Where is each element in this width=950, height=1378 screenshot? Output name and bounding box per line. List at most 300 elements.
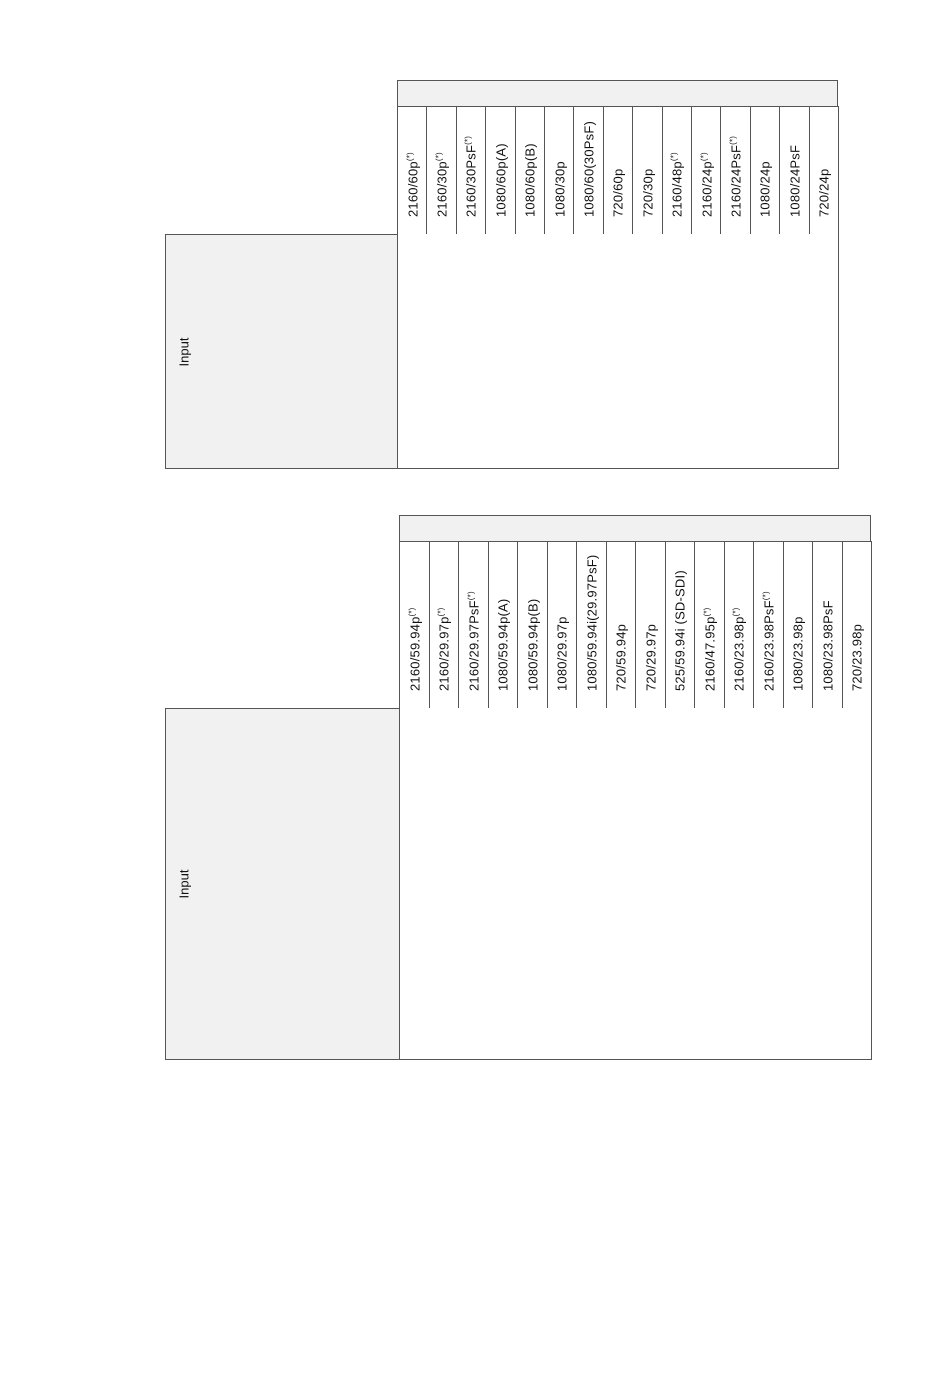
matrix-cell (753, 919, 784, 943)
matrix-cell (485, 445, 515, 469)
asterisk-note: (*) (761, 591, 771, 601)
matrix-cell (665, 848, 696, 872)
matrix-cell (779, 328, 809, 352)
column-header (665, 541, 696, 709)
matrix-cell (573, 257, 603, 281)
matrix-cell (606, 708, 637, 732)
row-label-cell (202, 755, 400, 779)
matrix-cell (517, 942, 548, 966)
matrix-cell (606, 848, 637, 872)
matrix-cell (488, 802, 519, 826)
matrix-cell (809, 445, 839, 469)
format-label: 2160/29.97p (436, 616, 452, 691)
matrix-cell (544, 445, 574, 469)
matrix-cell (517, 848, 548, 872)
column-header-label (788, 145, 801, 217)
matrix-cell (458, 872, 489, 896)
matrix-cell (779, 398, 809, 422)
matrix-cell (779, 351, 809, 375)
matrix-cell (783, 1036, 814, 1060)
matrix-cell (547, 731, 578, 755)
column-header (488, 541, 519, 709)
matrix-cell (842, 1036, 873, 1060)
matrix-cell (632, 304, 662, 328)
matrix-cell (397, 328, 427, 352)
matrix-cell (547, 872, 578, 896)
matrix-cell (724, 919, 755, 943)
matrix-cell (809, 421, 839, 445)
matrix-cell (456, 281, 486, 305)
matrix-cell (665, 919, 696, 943)
row-label-cell (202, 398, 398, 422)
matrix-cell (576, 802, 607, 826)
matrix-cell (515, 257, 545, 281)
matrix-cell (573, 304, 603, 328)
matrix-cell (573, 445, 603, 469)
matrix-cell (576, 1012, 607, 1036)
matrix-cell (397, 445, 427, 469)
format-label: 720/59.94p (613, 623, 629, 691)
matrix-cell (724, 778, 755, 802)
matrix-cell (809, 374, 839, 398)
matrix-cell (665, 825, 696, 849)
matrix-cell (603, 281, 633, 305)
matrix-cell (783, 731, 814, 755)
matrix-cell (547, 895, 578, 919)
matrix-cell (576, 965, 607, 989)
row-label-cell (202, 1012, 400, 1036)
matrix-cell (517, 895, 548, 919)
matrix-cell (724, 825, 755, 849)
matrix-cell (517, 919, 548, 943)
matrix-cell (783, 848, 814, 872)
column-header (753, 541, 784, 709)
row-label-cell (202, 731, 400, 755)
matrix-cell (426, 304, 456, 328)
matrix-cell (779, 281, 809, 305)
matrix-cell (515, 304, 545, 328)
matrix-cell (399, 989, 430, 1013)
column-header (720, 106, 750, 235)
matrix-cell (635, 895, 666, 919)
matrix-cell (488, 989, 519, 1013)
matrix-cell (606, 755, 637, 779)
column-header (547, 541, 578, 709)
matrix-cell (606, 919, 637, 943)
matrix-cell (809, 304, 839, 328)
matrix-cell (576, 1036, 607, 1060)
column-header-label (585, 555, 598, 691)
column-header-label (703, 607, 716, 691)
matrix-cell (458, 755, 489, 779)
row-label-cell (202, 919, 400, 943)
matrix-cell (632, 281, 662, 305)
matrix-cell (724, 895, 755, 919)
matrix-cell (842, 989, 873, 1013)
matrix-cell (606, 942, 637, 966)
matrix-cell (632, 421, 662, 445)
column-group-header (397, 80, 838, 107)
column-header-label (821, 600, 834, 691)
matrix-cell (724, 942, 755, 966)
row-label-cell (202, 895, 400, 919)
column-header-label (671, 152, 684, 217)
matrix-cell (724, 1012, 755, 1036)
matrix-cell (750, 257, 780, 281)
column-header-label (494, 143, 507, 217)
matrix-cell (458, 825, 489, 849)
column-header (809, 106, 839, 235)
matrix-cell (399, 1012, 430, 1036)
format-label: 1080/23.98PsF (820, 600, 836, 691)
matrix-cell (517, 755, 548, 779)
matrix-cell (812, 802, 843, 826)
matrix-cell (603, 328, 633, 352)
matrix-cell (694, 965, 725, 989)
matrix-cell (547, 848, 578, 872)
column-header-label (817, 169, 830, 217)
format-label: 1080/24PsF (787, 144, 803, 217)
matrix-cell (694, 802, 725, 826)
matrix-cell (573, 421, 603, 445)
matrix-cell (515, 374, 545, 398)
matrix-cell (485, 304, 515, 328)
matrix-cell (720, 234, 750, 258)
matrix-cell (576, 989, 607, 1013)
matrix-cell (842, 708, 873, 732)
matrix-cell (724, 755, 755, 779)
matrix-cell (488, 708, 519, 732)
matrix-cell (429, 848, 460, 872)
matrix-cell (603, 421, 633, 445)
matrix-cell (812, 731, 843, 755)
matrix-cell (783, 965, 814, 989)
matrix-cell (458, 965, 489, 989)
matrix-cell (606, 895, 637, 919)
matrix-cell (488, 778, 519, 802)
format-label: 1080/24p (757, 161, 773, 217)
matrix-cell (842, 895, 873, 919)
matrix-cell (724, 802, 755, 826)
matrix-cell (632, 398, 662, 422)
asterisk-note: (*) (407, 607, 417, 617)
column-header (632, 106, 662, 235)
matrix-cell (488, 872, 519, 896)
matrix-cell (397, 304, 427, 328)
matrix-cell (397, 398, 427, 422)
matrix-cell (517, 825, 548, 849)
matrix-cell (691, 398, 721, 422)
matrix-cell (399, 965, 430, 989)
matrix-cell (662, 398, 692, 422)
matrix-cell (665, 1036, 696, 1060)
matrix-cell (812, 778, 843, 802)
matrix-cell (573, 328, 603, 352)
matrix-cell (691, 281, 721, 305)
matrix-cell (750, 281, 780, 305)
matrix-cell (456, 328, 486, 352)
matrix-cell (485, 374, 515, 398)
format-label: 1080/29.97p (554, 616, 570, 691)
matrix-cell (842, 1012, 873, 1036)
matrix-cell (399, 778, 430, 802)
row-label-cell (202, 421, 398, 445)
row-label-cell (202, 374, 398, 398)
matrix-cell (750, 234, 780, 258)
matrix-cell (429, 942, 460, 966)
matrix-cell (694, 778, 725, 802)
matrix-cell (783, 989, 814, 1013)
matrix-cell (720, 328, 750, 352)
matrix-cell (724, 989, 755, 1013)
matrix-cell (691, 304, 721, 328)
format-label: 1080/60p(A) (493, 143, 509, 217)
matrix-cell (783, 755, 814, 779)
row-label-cell (202, 281, 398, 305)
matrix-cell (488, 895, 519, 919)
column-header-label (730, 136, 743, 217)
matrix-cell (606, 825, 637, 849)
matrix-cell (753, 825, 784, 849)
matrix-cell (488, 965, 519, 989)
matrix-cell (547, 778, 578, 802)
matrix-cell (842, 731, 873, 755)
matrix-cell (753, 802, 784, 826)
matrix-cell (665, 708, 696, 732)
matrix-cell (488, 731, 519, 755)
matrix-cell (544, 421, 574, 445)
matrix-cell (632, 328, 662, 352)
column-header (662, 106, 692, 235)
matrix-cell (753, 755, 784, 779)
matrix-cell (544, 398, 574, 422)
matrix-cell (517, 1036, 548, 1060)
asterisk-note: (*) (728, 135, 738, 145)
asterisk-note: (*) (463, 135, 473, 145)
matrix-cell (544, 234, 574, 258)
column-header-label (700, 152, 713, 217)
matrix-cell (662, 328, 692, 352)
matrix-cell (809, 281, 839, 305)
column-header (576, 541, 607, 709)
matrix-cell (783, 872, 814, 896)
format-label: 2160/48p (669, 161, 685, 217)
matrix-cell (694, 825, 725, 849)
matrix-cell (635, 802, 666, 826)
matrix-cell (603, 257, 633, 281)
column-header-label (733, 607, 746, 691)
matrix-cell (753, 872, 784, 896)
matrix-cell (691, 234, 721, 258)
matrix-cell (665, 965, 696, 989)
format-label: 1080/60p(B) (522, 143, 538, 217)
matrix-cell (576, 895, 607, 919)
matrix-cell (635, 755, 666, 779)
matrix-cell (724, 965, 755, 989)
matrix-cell (544, 328, 574, 352)
row-label-cell (202, 942, 400, 966)
format-label: 2160/30p (434, 161, 450, 217)
column-header (812, 541, 843, 709)
matrix-cell (485, 281, 515, 305)
matrix-cell (635, 965, 666, 989)
matrix-cell (665, 731, 696, 755)
matrix-cell (458, 802, 489, 826)
matrix-cell (456, 398, 486, 422)
matrix-cell (456, 351, 486, 375)
format-label: 720/23.98p (849, 623, 865, 691)
column-header-label (553, 161, 566, 217)
matrix-cell (517, 965, 548, 989)
matrix-cell (694, 895, 725, 919)
format-label: 1080/60(30PsF) (581, 120, 597, 217)
column-header-label (526, 599, 539, 691)
column-header (635, 541, 666, 709)
matrix-cell (720, 374, 750, 398)
matrix-cell (812, 1012, 843, 1036)
matrix-cell (547, 1036, 578, 1060)
row-label-cell (202, 708, 400, 732)
matrix-cell (779, 445, 809, 469)
column-header (603, 106, 633, 235)
matrix-cell (753, 778, 784, 802)
matrix-cell (842, 848, 873, 872)
matrix-cell (399, 848, 430, 872)
matrix-cell (397, 351, 427, 375)
matrix-cell (809, 328, 839, 352)
matrix-cell (720, 281, 750, 305)
input-side-header (165, 708, 203, 1060)
format-label: 720/29.97p (643, 623, 659, 691)
matrix-cell (397, 281, 427, 305)
format-label: 2160/24PsF (728, 144, 744, 217)
matrix-cell (517, 872, 548, 896)
format-label: 720/30p (640, 168, 656, 217)
matrix-cell (576, 919, 607, 943)
matrix-cell (399, 1036, 430, 1060)
matrix-cell (632, 234, 662, 258)
matrix-cell (429, 989, 460, 1013)
matrix-cell (485, 328, 515, 352)
format-label: 2160/23.98p (731, 616, 747, 691)
matrix-cell (576, 755, 607, 779)
row-label-cell (202, 1036, 400, 1060)
matrix-cell (547, 965, 578, 989)
column-header-label (436, 152, 449, 217)
input-label: Input (176, 869, 192, 899)
matrix-cell (544, 374, 574, 398)
matrix-cell (662, 304, 692, 328)
format-label: 2160/60p (405, 161, 421, 217)
matrix-cell (399, 731, 430, 755)
column-header (429, 541, 460, 709)
column-header (485, 106, 515, 235)
column-header-label (524, 143, 537, 217)
matrix-cell (429, 731, 460, 755)
row-label-cell (202, 802, 400, 826)
matrix-cell (753, 708, 784, 732)
column-header-label (497, 599, 510, 691)
row-label-cell (202, 965, 400, 989)
matrix-cell (458, 942, 489, 966)
matrix-cell (635, 919, 666, 943)
matrix-cell (720, 304, 750, 328)
column-header-label (438, 607, 451, 691)
matrix-cell (694, 919, 725, 943)
matrix-cell (842, 755, 873, 779)
matrix-cell (488, 848, 519, 872)
matrix-cell (426, 351, 456, 375)
matrix-cell (842, 802, 873, 826)
matrix-cell (603, 234, 633, 258)
column-header-label (615, 624, 628, 691)
matrix-cell (753, 1012, 784, 1036)
matrix-cell (724, 731, 755, 755)
matrix-cell (517, 802, 548, 826)
column-header-label (644, 624, 657, 691)
matrix-cell (517, 708, 548, 732)
matrix-cell (783, 942, 814, 966)
format-label: 1080/30p (552, 161, 568, 217)
matrix-cell (576, 942, 607, 966)
matrix-cell (456, 304, 486, 328)
matrix-cell (488, 825, 519, 849)
matrix-cell (429, 755, 460, 779)
matrix-cell (662, 445, 692, 469)
column-header-label (465, 136, 478, 217)
format-label: 2160/23.98PsF (761, 600, 777, 691)
matrix-cell (488, 1012, 519, 1036)
matrix-cell (812, 965, 843, 989)
matrix-cell (635, 1012, 666, 1036)
matrix-cell (606, 872, 637, 896)
column-header (694, 541, 725, 709)
matrix-cell (691, 351, 721, 375)
matrix-cell (573, 281, 603, 305)
matrix-cell (426, 445, 456, 469)
matrix-cell (429, 802, 460, 826)
matrix-cell (576, 778, 607, 802)
matrix-cell (635, 1036, 666, 1060)
matrix-cell (694, 755, 725, 779)
matrix-cell (779, 421, 809, 445)
matrix-cell (399, 919, 430, 943)
matrix-cell (812, 708, 843, 732)
matrix-cell (397, 257, 427, 281)
asterisk-note: (*) (702, 607, 712, 617)
column-header (458, 541, 489, 709)
matrix-cell (720, 421, 750, 445)
matrix-cell (429, 1036, 460, 1060)
matrix-cell (606, 731, 637, 755)
matrix-cell (724, 872, 755, 896)
matrix-cell (812, 895, 843, 919)
matrix-cell (665, 989, 696, 1013)
matrix-cell (665, 1012, 696, 1036)
matrix-cell (429, 778, 460, 802)
matrix-cell (456, 234, 486, 258)
matrix-cell (515, 351, 545, 375)
matrix-cell (632, 445, 662, 469)
matrix-cell (399, 895, 430, 919)
matrix-cell (783, 802, 814, 826)
matrix-cell (456, 445, 486, 469)
column-header (399, 541, 430, 709)
matrix-cell (662, 374, 692, 398)
format-label: 2160/24p (699, 161, 715, 217)
matrix-cell (429, 825, 460, 849)
matrix-cell (603, 304, 633, 328)
